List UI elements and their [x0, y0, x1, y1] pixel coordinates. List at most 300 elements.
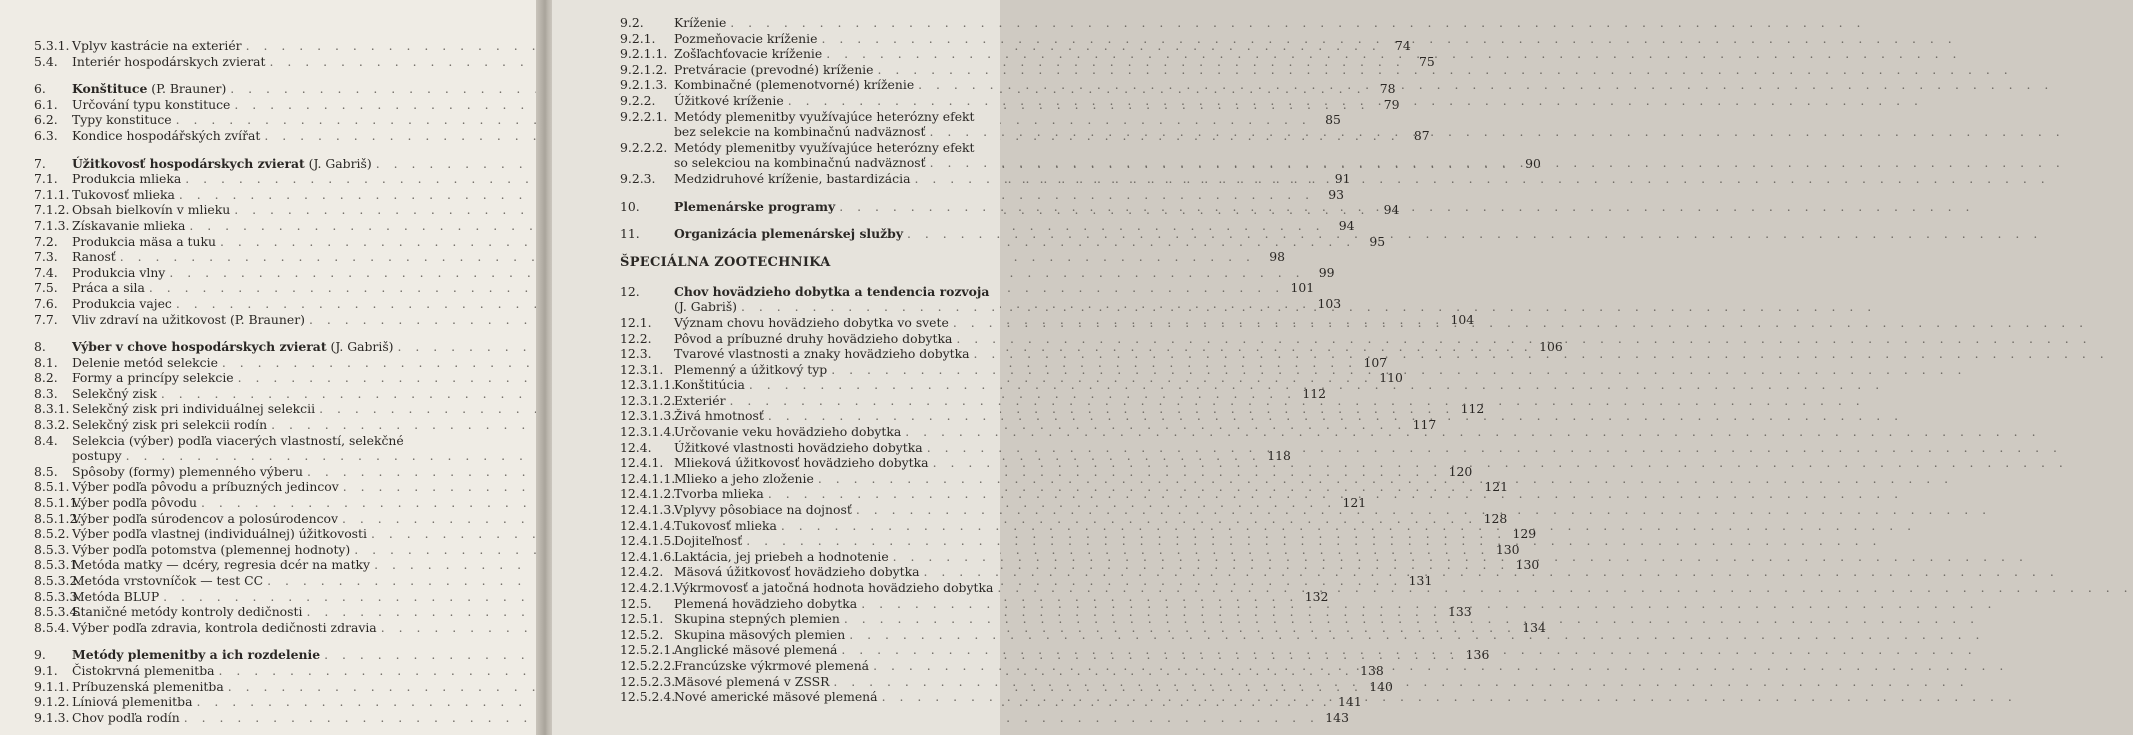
- dot-leader: [956, 331, 2091, 347]
- entry-title: [72, 218, 185, 234]
- toc-gap: [34, 144, 484, 156]
- entry-number: 7.1.: [34, 171, 58, 187]
- toc-gap: [620, 187, 992, 199]
- entry-title: [72, 265, 165, 281]
- entry-number: 12.: [620, 283, 640, 299]
- entry-number: 8.5.1.2.: [34, 510, 82, 526]
- section-heading: ŠPECIÁLNA ZOOTECHNIKA: [620, 254, 831, 270]
- entry-title-text: Príbuzenská plemenitba: [72, 678, 224, 694]
- entry-title-text: Úžitkovosť hospodárskych zvierat: [72, 155, 305, 171]
- page-number: 133: [1448, 604, 1472, 620]
- dot-leader: [831, 362, 1966, 378]
- page-number: 99: [1318, 264, 1335, 280]
- entry-number: 12.2.: [620, 330, 652, 346]
- page-number: 93: [1328, 186, 1345, 202]
- dot-leader: [741, 299, 1876, 315]
- toc-entry: [620, 31, 992, 47]
- entry-title: [72, 171, 181, 187]
- toc-entry: [34, 264, 1335, 281]
- toc-entry: [620, 140, 992, 156]
- page-number: 106: [1539, 339, 1563, 355]
- page-number: 98: [1269, 249, 1285, 265]
- entry-title-text: Selekčný zisk pri individuálnej selekcii: [72, 401, 316, 417]
- entry-title-continuation: postupy: [72, 448, 122, 464]
- entry-title-text: Metóda matky — dcéry, regresia dcér na matky: [72, 557, 371, 573]
- page-number: 87: [1413, 127, 1430, 143]
- page-number: 132: [1304, 588, 1329, 604]
- entry-title: [674, 486, 764, 502]
- page-number: 121: [1342, 495, 1367, 511]
- entry-title: [674, 109, 975, 125]
- entry-title: [72, 526, 367, 542]
- toc-entry: [620, 171, 992, 187]
- toc-entry: [620, 109, 992, 125]
- entry-title-text: Produkcia vajec: [72, 295, 172, 311]
- entry-title: [72, 112, 172, 128]
- toc-entry: [620, 15, 992, 31]
- entry-number: 12.4.1.4.: [620, 517, 676, 533]
- entry-title-text: Plemenný a úžitkový typ: [674, 361, 828, 377]
- entry-title-text: Pôvod a príbuzné druhy hovädzieho dobytka: [674, 330, 953, 346]
- entry-title: [674, 455, 929, 471]
- dot-leader: [882, 689, 2017, 705]
- entry-title: [674, 424, 901, 440]
- dot-leader: [873, 658, 2008, 674]
- toc-entry-continuation: [620, 124, 992, 140]
- entry-title-text: Výber v chove hospodárskych zvierat: [72, 339, 327, 355]
- dot-leader: [927, 440, 2062, 456]
- dot-leader: [893, 549, 2028, 565]
- entry-title: [674, 471, 814, 487]
- entry-title-text: Tukovosť mlieka: [72, 186, 175, 202]
- toc-entry: [620, 580, 992, 596]
- entry-number: 7.5.: [34, 280, 58, 296]
- entry-number: 7.6.: [34, 295, 58, 311]
- dot-leader: [781, 518, 1916, 534]
- entry-title: [72, 81, 226, 97]
- entry-title-text: Získavanie mlieka: [72, 217, 186, 233]
- entry-title-text: Selekčný zisk pri selekcii rodín: [72, 417, 268, 433]
- dot-leader: [918, 77, 2053, 93]
- page-number: 140: [1369, 678, 1393, 694]
- entry-title-text: Formy a princípy selekcie: [72, 370, 234, 386]
- entry-number: 5.3.1.: [34, 38, 70, 53]
- toc-entry: [620, 564, 992, 580]
- page-number: 104: [1450, 311, 1475, 327]
- entry-title: [674, 393, 726, 409]
- entry-title: [674, 362, 827, 378]
- entry-title: [72, 573, 263, 589]
- entry-number: 9.2.1.3.: [620, 77, 668, 93]
- dot-leader: [768, 408, 1903, 424]
- entry-title-text: Čistokrvná plemenitba: [72, 662, 215, 678]
- entry-title-continuation: (J. Gabriš): [674, 299, 738, 315]
- entry-number: 9.: [34, 647, 46, 663]
- entry-number: 9.1.2.: [34, 694, 70, 710]
- entry-number: 12.4.1.2.: [620, 486, 676, 502]
- entry-title: [674, 408, 764, 424]
- entry-number: 9.1.3.: [34, 709, 70, 725]
- entry-title-text: Metódy plemenitby využívajúce heterózny efekt: [674, 108, 975, 124]
- entry-title-text: Líniová plemenitba: [72, 694, 193, 710]
- entry-title-text: Metódy plemenitby využívajúce heterózny efekt: [674, 139, 975, 155]
- entry-title-text: Spôsoby (formy) plemenného výberu: [72, 463, 304, 479]
- entry-title: [72, 54, 266, 70]
- entry-number: 12.4.2.1.: [620, 580, 676, 595]
- entry-number: 12.4.1.1.: [620, 470, 676, 486]
- toc-entry: [620, 93, 992, 109]
- entry-number: 12.4.1.3.: [620, 502, 676, 518]
- entry-number: 9.1.1.: [34, 678, 70, 694]
- entry-title: [674, 580, 993, 596]
- entry-number: 12.5.1.: [620, 611, 664, 627]
- entry-number: 7.: [34, 155, 46, 171]
- toc-entry: [620, 486, 992, 502]
- entry-number: 12.4.: [620, 439, 652, 455]
- entry-number: 9.2.: [620, 15, 644, 30]
- dot-leader: [818, 471, 1953, 487]
- entry-title-continuation: so selekciou na kombinačnú nadväznosť: [674, 155, 926, 171]
- page-number: 74: [1395, 38, 1411, 53]
- page-number: 94: [1338, 217, 1355, 233]
- toc-entry: [620, 502, 992, 518]
- dot-leader: [826, 46, 1961, 62]
- entry-number: 8.5.4.: [34, 619, 70, 635]
- dot-leader: [974, 346, 2109, 362]
- page-number: 131: [1408, 573, 1433, 588]
- entry-title-text: Úžitkové kríženie: [674, 92, 784, 108]
- entry-title: [72, 401, 315, 417]
- page-number: 143: [1325, 709, 1349, 725]
- page-number: 129: [1512, 526, 1537, 542]
- entry-title: [674, 171, 910, 187]
- toc-entry: [620, 518, 992, 534]
- entry-title: [674, 346, 970, 362]
- entry-title-text: Konštituce: [72, 81, 148, 97]
- toc-entry: [620, 331, 992, 347]
- entry-title: [674, 199, 835, 215]
- entry-title-text: Produkcia vlny: [72, 264, 166, 280]
- entry-title-text: Výkrmovosť a jatočná hodnota hovädzieho dobytka: [674, 580, 994, 595]
- dot-leader: [768, 486, 1903, 502]
- entry-title: [674, 596, 857, 612]
- entry-title: [72, 589, 159, 605]
- entry-title-text: Plemenárske programy: [674, 198, 836, 214]
- entry-title-text: Chov hovädzieho dobytka a tendencia rozvoja: [674, 283, 990, 299]
- entry-number: 11.: [620, 226, 640, 242]
- entry-title-text: Skupina mäsových plemien: [674, 626, 846, 642]
- entry-title-text: Selekcia (výber) podľa viacerých vlastností, selekčné: [72, 432, 404, 448]
- entry-number: 12.4.1.5.: [620, 533, 676, 549]
- dot-leader: [730, 393, 1865, 409]
- entry-title-text: Konštitúcia: [674, 377, 745, 393]
- entry-title-text: Výber podľa vlastnej (individuálnej) úžitkovosti: [72, 526, 367, 542]
- entry-number: 12.4.2.: [620, 564, 664, 580]
- entry-title: [674, 502, 852, 518]
- entry-title-text: Dojiteľnosť: [674, 533, 743, 549]
- entry-title: [72, 296, 172, 312]
- entry-number: 12.4.1.6.: [620, 548, 676, 564]
- entry-title-text: Metódy plemenitby a ich rozdelenie: [72, 647, 321, 663]
- page-number: 121: [1484, 479, 1508, 495]
- toc-entry: [620, 424, 992, 440]
- entry-number: 8.5.3.4.: [34, 604, 82, 620]
- dot-leader: [746, 533, 1881, 549]
- entry-number: 12.3.1.4.: [620, 424, 676, 440]
- entry-title: [72, 234, 216, 250]
- toc-entry: [620, 471, 992, 487]
- page-number: 117: [1412, 417, 1437, 433]
- entry-title-text: Pozmeňovacie kríženie: [674, 30, 818, 46]
- entry-title-text: Výber podľa súrodencov a polosúrodencov: [72, 510, 338, 526]
- entry-title-text: Určovanie veku hovädzieho dobytka: [674, 424, 902, 440]
- entry-title-text: Tvarové vlastnosti a znaky hovädzieho dobytka: [674, 346, 970, 362]
- toc-entry: [620, 377, 992, 393]
- dot-leader: [749, 377, 1884, 393]
- entry-number: 12.5.2.: [620, 626, 664, 642]
- entry-title-text: Ranosť: [72, 249, 116, 265]
- entry-number: 12.5.2.2.: [620, 657, 676, 673]
- entry-title-text: Pretváracie (prevodné) kríženie: [674, 61, 874, 77]
- dot-leader: [730, 15, 1865, 31]
- page-number: 95: [1369, 233, 1386, 249]
- entry-title-text: Skupina stepných plemien: [674, 611, 840, 627]
- entry-title-text: Medzidruhové kríženie, bastardizácia: [674, 170, 911, 186]
- entry-title: [72, 417, 267, 433]
- entry-number: 12.3.1.3.: [620, 408, 676, 424]
- entry-author: (P. Brauner): [147, 81, 227, 97]
- entry-number: 7.2.: [34, 233, 58, 249]
- entry-title: [674, 518, 777, 534]
- entry-number: 8.5.3.: [34, 541, 70, 557]
- entry-title-text: Organizácia plemenárskej služby: [674, 226, 904, 242]
- entry-title-text: Vplyv kastrácie na exteriér: [72, 38, 242, 53]
- entry-title: [72, 663, 215, 679]
- entry-title-text: Kondice hospodářských zvířat: [72, 127, 261, 143]
- entry-title-text: Mäsové plemená v ZSSR: [674, 673, 830, 689]
- entry-title-text: Mäsová úžitkovosť hovädzieho dobytka: [674, 564, 920, 580]
- entry-title-text: Mlieko a jeho zloženie: [674, 470, 814, 486]
- page-number: 79: [1383, 96, 1400, 112]
- entry-number: 10.: [620, 198, 640, 214]
- entry-title: [72, 202, 230, 218]
- toc-entry: [620, 362, 992, 378]
- toc-entry: [620, 199, 992, 215]
- entry-number: 8.5.1.: [34, 479, 70, 495]
- entry-author: (J. Gabriš): [304, 155, 372, 171]
- entry-number: 9.2.3.: [620, 170, 656, 186]
- entry-number: 7.7.: [34, 311, 58, 327]
- entry-title-text: Kríženie: [674, 15, 727, 30]
- entry-title-text: Nové americké mäsové plemená: [674, 689, 878, 705]
- entry-title: [674, 77, 914, 93]
- entry-title-continuation: bez selekcie na kombinačnú nadväznosť: [674, 124, 926, 140]
- entry-title: [674, 377, 745, 393]
- entry-number: 12.1.: [620, 314, 652, 330]
- dot-leader: [914, 171, 2049, 187]
- entry-number: 7.4.: [34, 264, 58, 280]
- entry-number: 6.3.: [34, 127, 58, 143]
- dot-leader: [997, 580, 2132, 596]
- toc-entry: [34, 186, 1345, 203]
- entry-title: [72, 280, 145, 296]
- entry-title-text: Metóda BLUP: [72, 588, 160, 604]
- entry-title: [72, 479, 339, 495]
- entry-title: [72, 557, 370, 573]
- entry-number: 7.1.2.: [34, 202, 70, 218]
- entry-number: 12.5.: [620, 595, 652, 611]
- entry-title: [674, 689, 878, 705]
- toc-entry: [620, 408, 992, 424]
- entry-title-text: Exteriér: [674, 392, 726, 408]
- right-toc: [620, 15, 992, 705]
- entry-title-text: Výber podľa pôvodu: [72, 495, 197, 511]
- entry-title-text: Výber podľa zdravia, kontrola dedičnosti zdravia: [72, 619, 377, 635]
- toc-entry: [620, 658, 992, 674]
- entry-title: [72, 97, 230, 113]
- entry-number: 8.5.3.3.: [34, 588, 82, 604]
- entry-number: 7.1.3.: [34, 217, 70, 233]
- entry-title-text: Produkcia mäsa a tuku: [72, 233, 216, 249]
- entry-title: [674, 564, 920, 580]
- toc-gap: [620, 242, 992, 254]
- entry-title: [674, 331, 952, 347]
- entry-number: 8.5.1.1.: [34, 495, 82, 511]
- dot-leader: [849, 627, 1984, 643]
- toc-gap: [34, 69, 484, 81]
- entry-title: [674, 658, 869, 674]
- entry-title-text: Zošľachťovacie kríženie: [674, 46, 823, 62]
- entry-number: 9.2.1.2.: [620, 61, 668, 77]
- entry-title: [72, 604, 302, 620]
- entry-number: 8.1.: [34, 354, 58, 370]
- entry-number: 8.5.: [34, 463, 58, 479]
- entry-title-text: Výber podľa potomstva (plemennej hodnoty): [72, 541, 351, 557]
- entry-author: (J. Gabriš): [326, 339, 394, 355]
- entry-title-text: Význam chovu hovädzieho dobytka vo svete: [674, 314, 949, 330]
- right-page: [552, 0, 1000, 735]
- toc-gap: [620, 272, 992, 284]
- toc-entry: [620, 549, 992, 565]
- dot-leader: [788, 93, 1923, 109]
- entry-title: [674, 46, 822, 62]
- entry-number: 7.1.1.: [34, 186, 70, 202]
- dot-leader: [821, 31, 1956, 47]
- page-number: 101: [1290, 280, 1315, 296]
- entry-number: 12.5.2.4.: [620, 689, 676, 705]
- entry-title: [674, 31, 817, 47]
- entry-title: [72, 647, 320, 663]
- entry-number: 12.4.1.: [620, 455, 664, 471]
- entry-title: [674, 440, 923, 456]
- entry-number: 12.3.1.: [620, 361, 664, 377]
- entry-number: 8.5.2.: [34, 526, 70, 542]
- entry-title: [674, 674, 829, 690]
- page-number: 112: [1460, 401, 1485, 417]
- entry-title-text: Staničné metódy kontroly dedičnosti: [72, 604, 303, 620]
- page-number: 94: [1383, 202, 1400, 218]
- toc-entry: [620, 455, 992, 471]
- entry-title-text: Chov podľa rodín: [72, 709, 180, 725]
- page-number: 75: [1418, 53, 1435, 69]
- toc-entry: [620, 346, 992, 362]
- toc-entry-continuation: [620, 299, 992, 315]
- entry-number: 8.5.3.1.: [34, 557, 82, 573]
- entry-title-text: Metóda vrstovníčok — test CC: [72, 573, 264, 588]
- entry-number: 12.3.1.2.: [620, 392, 676, 408]
- toc-entry: [620, 315, 992, 331]
- entry-title: [72, 433, 404, 449]
- toc-entry: [620, 596, 992, 612]
- entry-title: [674, 315, 949, 331]
- dot-leader: [953, 315, 2088, 331]
- entry-title: [674, 15, 726, 31]
- dot-leader: [907, 226, 2042, 242]
- entry-title: [674, 533, 742, 549]
- entry-title: [72, 38, 242, 54]
- entry-title: [72, 312, 305, 328]
- entry-title-text: Živá hmotnosť: [674, 408, 764, 424]
- page-number: 134: [1522, 619, 1546, 635]
- entry-title: [72, 464, 303, 480]
- entry-title: [674, 642, 837, 658]
- entry-title: [72, 355, 218, 371]
- entry-number: 12.5.2.1.: [620, 642, 676, 658]
- entry-number: 9.2.1.1.: [620, 46, 668, 62]
- entry-title-text: Vliv zdraví na užitkovost: [72, 311, 227, 327]
- toc-entry: [620, 77, 992, 93]
- entry-number: 8.4.: [34, 432, 58, 448]
- entry-title: [72, 386, 157, 402]
- toc-entry: [34, 433, 484, 449]
- entry-title: [72, 511, 338, 527]
- page-number: 120: [1448, 463, 1473, 479]
- entry-title: [674, 549, 889, 565]
- dot-leader: [856, 502, 1991, 518]
- toc-entry: [620, 440, 992, 456]
- entry-title: [674, 140, 975, 156]
- entry-number: 6.: [34, 81, 46, 97]
- toc-gap: [34, 635, 484, 647]
- page-number: 103: [1317, 295, 1342, 311]
- page-number: 78: [1379, 81, 1396, 97]
- entry-title-text: Anglické mäsové plemená: [674, 642, 838, 658]
- entry-number: 6.2.: [34, 112, 58, 128]
- entry-number: 9.2.2.: [620, 92, 656, 108]
- dot-leader: [839, 199, 1974, 215]
- entry-title-text: Obsah bielkovín v mlieku: [72, 202, 231, 218]
- entry-number: 8.5.3.2.: [34, 573, 82, 588]
- entry-title-text: Kombinačné (plemenotvorné) kríženie: [674, 77, 915, 93]
- page-number: 141: [1338, 694, 1362, 710]
- entry-number: 8.3.: [34, 385, 58, 401]
- toc-entry: [620, 642, 992, 658]
- entry-title: [72, 156, 372, 172]
- entry-number: 7.3.: [34, 249, 58, 265]
- entry-author: (P. Brauner): [226, 311, 305, 327]
- entry-title: [72, 249, 116, 265]
- toc-entry: [620, 284, 992, 300]
- toc-entry-continuation: [620, 155, 992, 171]
- entry-title-text: Výber podľa pôvodu a príbuzných jedincov: [72, 479, 339, 495]
- toc-entry: [620, 689, 992, 705]
- entry-title: [72, 710, 180, 726]
- toc-entry: [620, 674, 992, 690]
- dot-leader: [844, 611, 1979, 627]
- entry-title-text: Laktácia, jej priebeh a hodnotenie: [674, 548, 889, 564]
- dot-leader: [905, 424, 2040, 440]
- entry-number: 9.2.2.1.: [620, 108, 668, 124]
